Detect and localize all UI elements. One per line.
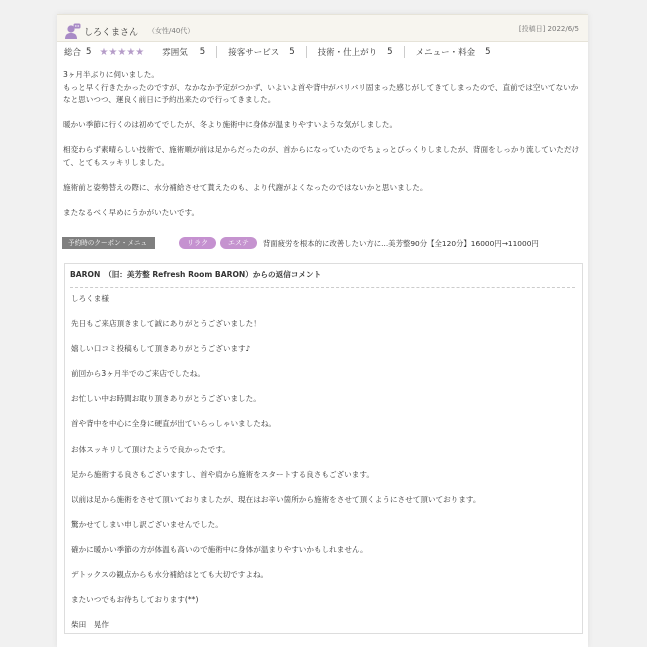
category-pill-esthe[interactable]: エステ	[220, 237, 257, 249]
coupon-tag: 予約時のクーポン・メニュー	[62, 237, 155, 249]
review-paragraph: もっと早く行きたかったのですが、なかなか予定がつかず、いよいよ首や背中がバリバリ固まった感じがしてきてしまったので、直前では空いてないかなと思いつつ、運良く前日に予約出来たので行ってきました。	[63, 82, 579, 104]
reply-line: お体スッキリして頂けたようで良かったです。	[71, 444, 230, 454]
reply-line: 前回から3ヶ月半でのご来店でしたね。	[71, 369, 205, 379]
coupon-row	[62, 236, 583, 255]
reply-line: デトックスの観点からも水分補給はとても大切ですよね。	[71, 570, 269, 580]
reply-line: 先日もご来店頂きまして誠にありがとうございました！	[71, 319, 261, 329]
reply-line: お忙しい中お時間お取り頂きありがとうございました。	[71, 394, 261, 404]
review-paragraph: またなるべく早めにうかがいたいです。	[63, 207, 200, 217]
posted-date: [投稿日] 2022/6/5	[518, 25, 579, 33]
rating-value: 5	[387, 47, 393, 57]
review-header	[57, 14, 588, 61]
rating-divider	[306, 46, 307, 58]
reply-line: 驚かせてしまい申し訳ございませんでした。	[71, 519, 223, 529]
rating-value: 5	[199, 47, 206, 57]
rating-divider	[216, 46, 217, 58]
rating-label: 技術・仕上がり	[317, 48, 378, 58]
user-avatar-icon	[64, 23, 81, 40]
rating-overall-value: 5	[86, 47, 92, 57]
user-name[interactable]: しろくまさん	[84, 27, 139, 38]
user-meta: （女性/40代）	[148, 27, 195, 35]
rating-label: 雰囲気	[162, 48, 188, 58]
reply-line: またいつでもお待ちしております(**)	[71, 595, 199, 605]
reply-line: しろくま様	[71, 294, 109, 303]
reply-line: 確かに暖かい季節の方が体温も高いので施術中に身体が温まりやすいかもしれません。	[71, 544, 368, 554]
review-paragraph: 施術前と姿勢替えの際に、水分補給させて貰えたのも、より代謝がよくなったのではないかと思いました。	[63, 182, 428, 192]
reply-body	[71, 293, 576, 644]
review-paragraph: 暖かい季節に行くのは初めてでしたが、冬より施術中に身体が温まりやすいような気がしました。	[63, 120, 398, 129]
rating-atmosphere	[162, 46, 205, 58]
user-row	[64, 21, 194, 41]
reply-line: 足から施術する良さもございますし、首や肩から施術をスタートする良さもございます。	[71, 469, 374, 479]
rating-label: 接客サービス	[228, 48, 280, 58]
review-paragraph: 3ヶ月半ぶりに伺いました。	[63, 70, 159, 79]
reply-line: 嬉しい口コミ投稿もして頂きありがとうございます♪	[71, 344, 251, 354]
reply-line: 以前は足から施術をさせて頂いておりましたが、現在はお辛い箇所から施術をさせて頂くようにさせて頂いております。	[71, 494, 481, 504]
review-paragraph: 相変わらず素晴らしい技術で、施術順が前は足からだったのが、首からになっていたのでちょっとびっくりしましたが、背面をしっかり流していただけて、とてもスッキリしました。	[63, 145, 580, 167]
reply-box	[64, 263, 583, 634]
review-card	[57, 14, 588, 647]
rating-service	[228, 46, 294, 58]
rating-value: 5	[289, 47, 295, 57]
reply-signature: 柴田 晃作	[71, 620, 109, 630]
rating-overall	[64, 46, 144, 58]
review-body	[63, 69, 583, 232]
rating-menu-price	[416, 46, 491, 58]
rating-divider	[404, 46, 405, 58]
reply-title: BARON （旧：美芳整 Refresh Room BARON）からの返信コメント	[70, 269, 575, 288]
rating-row	[57, 41, 588, 62]
coupon-link[interactable]: 背面疲労を根本的に改善したい方に...美芳整90分【全120分】16000円→11000円	[262, 238, 539, 248]
rating-value: 5	[485, 47, 491, 57]
rating-label: メニュー・料金	[415, 48, 476, 58]
rating-technique	[318, 46, 393, 58]
category-pill-relax[interactable]: リラク	[179, 237, 216, 249]
rating-overall-label: 総合	[64, 48, 82, 58]
rating-stars-icon: ★★★★★	[99, 46, 145, 58]
reply-line: 首や背中を中心に全身に硬直が出ていらっしゃいましたね。	[71, 419, 277, 429]
